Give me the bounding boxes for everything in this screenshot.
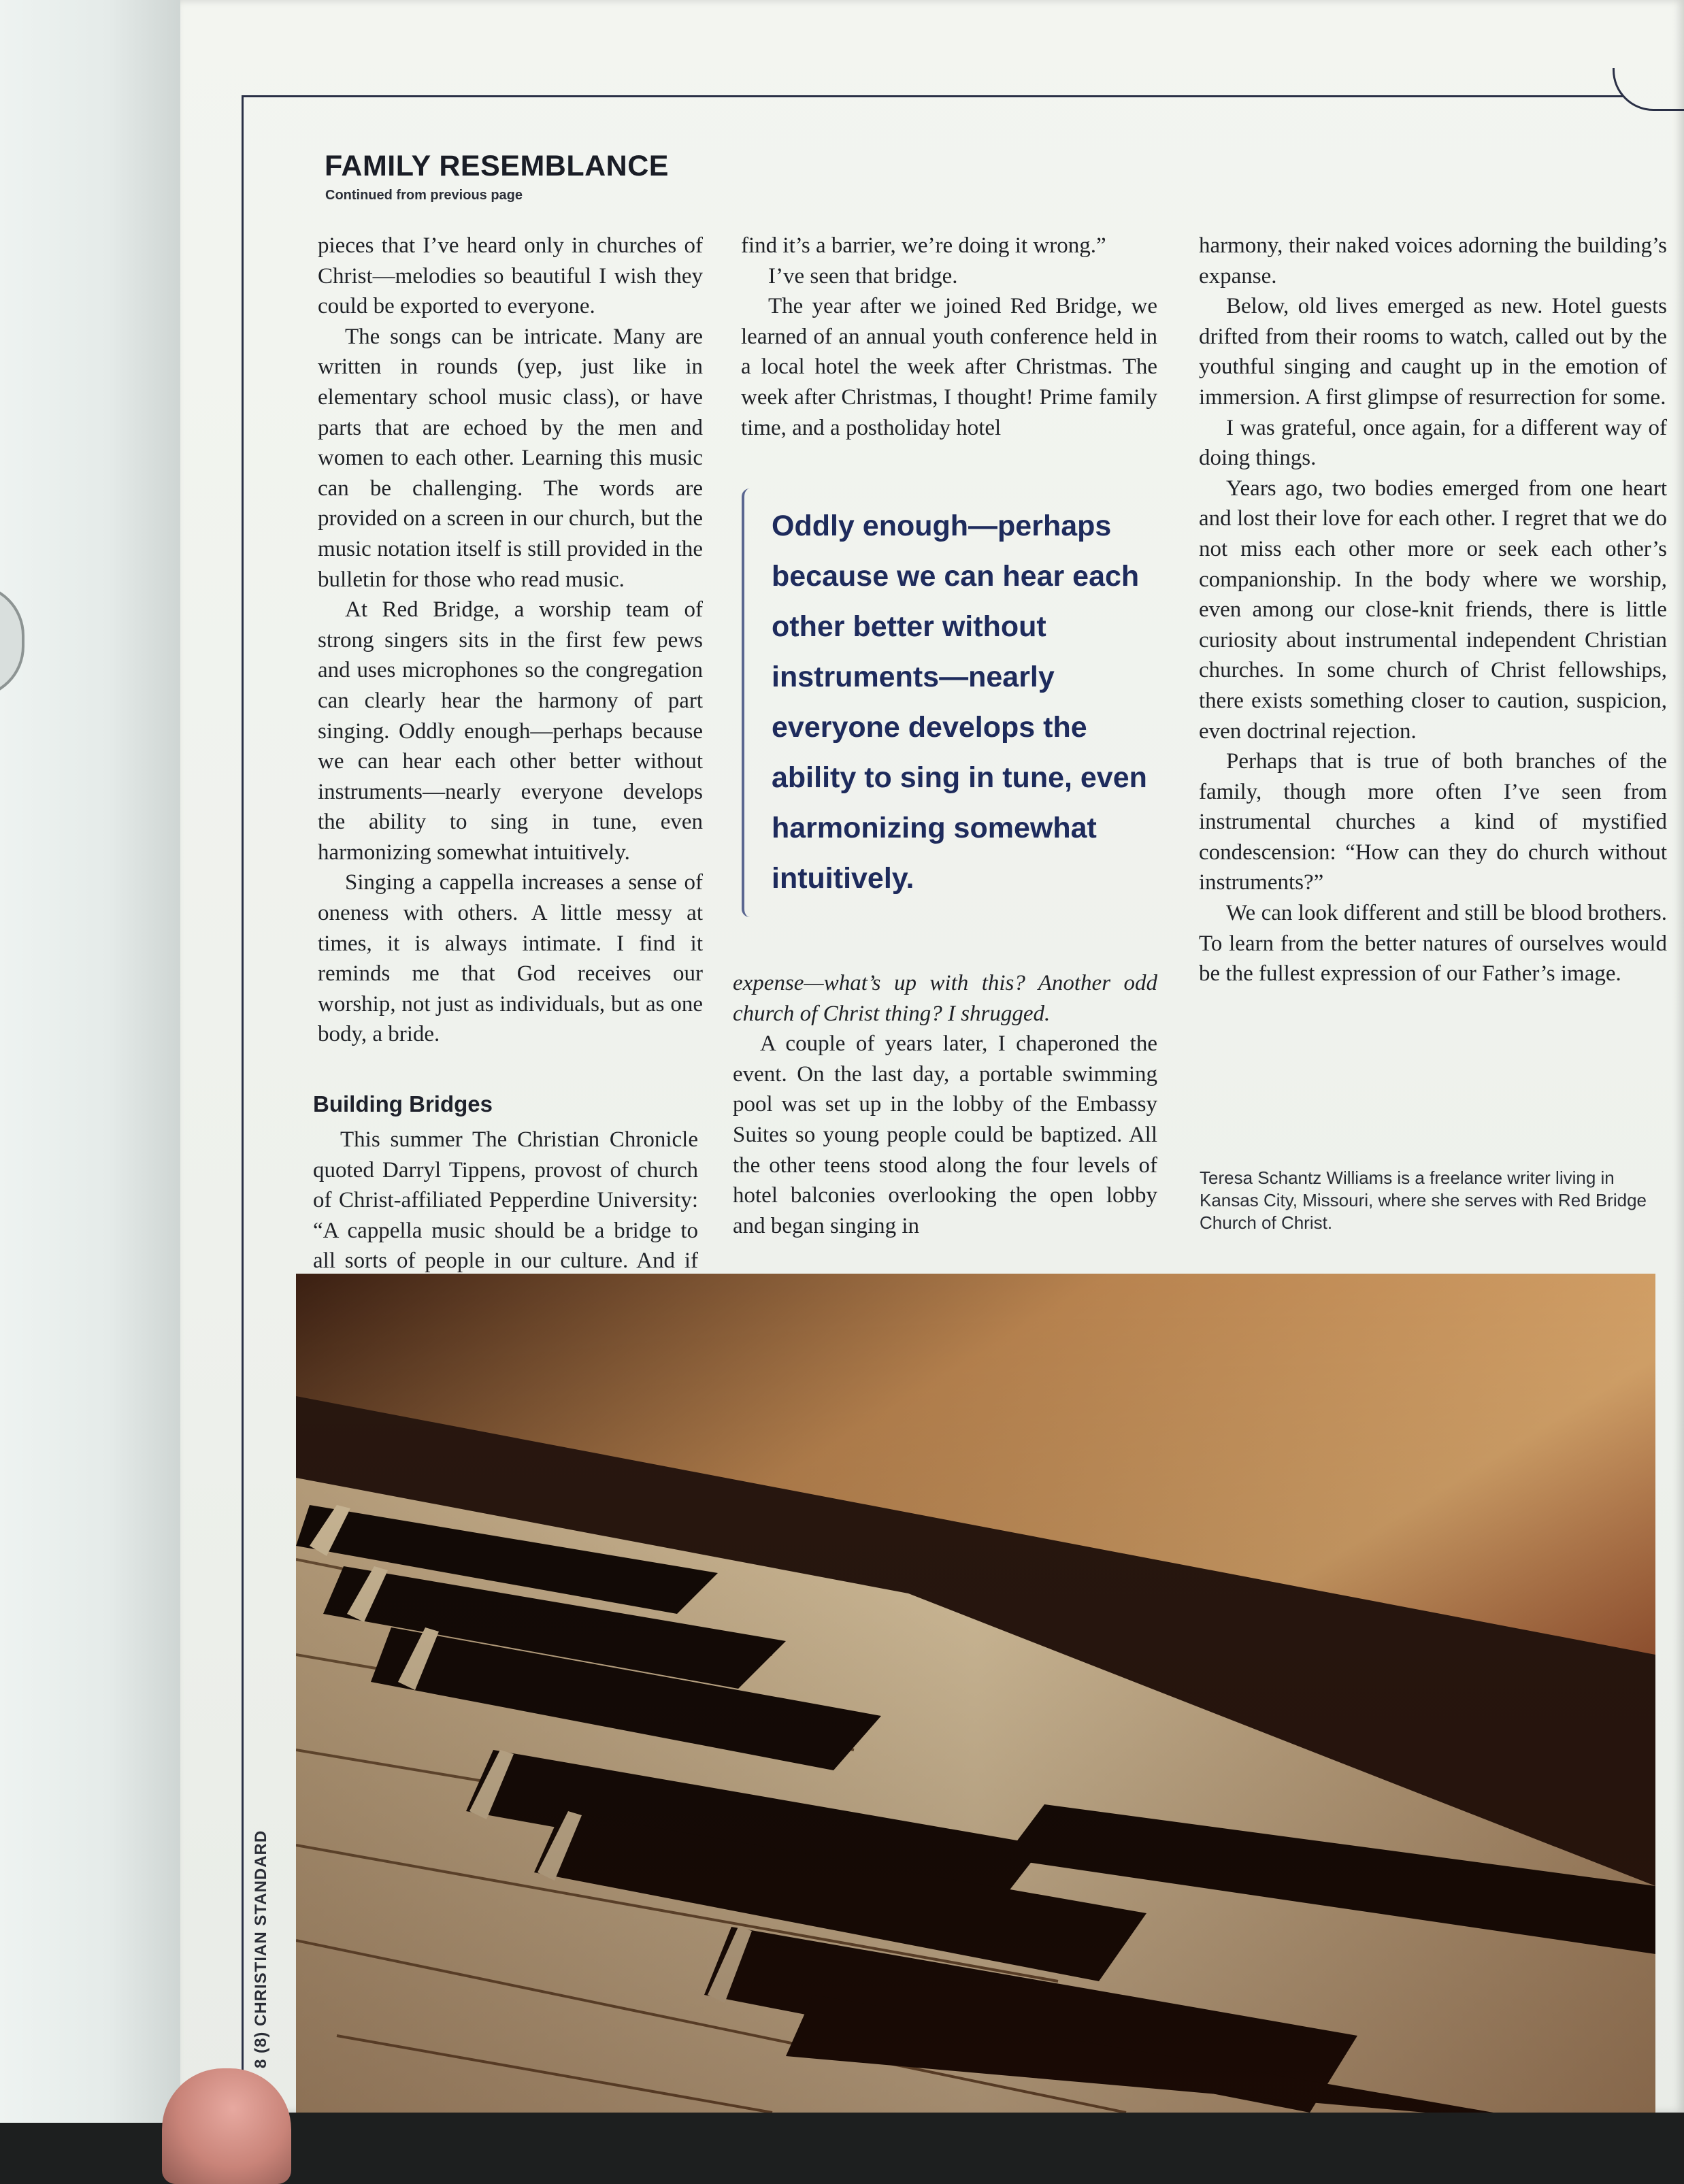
paragraph: pieces that I’ve heard only in churches of Christ—melodies so beautiful I wish they could be exported to everyone. — [318, 233, 703, 319]
piano-keys-photo — [296, 1274, 1655, 2113]
paragraph: We can look different and still be blood brothers. To learn from the better natures of ourselves would be the fullest expression of our Father’s image. — [1199, 901, 1667, 987]
column-3 — [1199, 231, 1667, 989]
paragraph: I’ve seen that bridge. — [768, 263, 958, 288]
paragraph: Years ago, two bodies emerged from one heart and lost their love for each other. I regret that we do not miss each other more or seek each other’s companionship. In the body where we worship, even among our close-knit friends, there is little curiosity about instrumental independent Christian churches. In some church of Christ fellowships, there exists something closer to caution, suspicion, even doctrinal rejection. — [1199, 476, 1667, 744]
paragraph: The year after we joined Red Bridge, we learned of an annual youth conference held in a local hotel the week after Christmas. The week after Christmas, I thought! Prime family time, and a postholiday hotel — [741, 294, 1157, 440]
pull-quote — [742, 489, 1150, 917]
paragraph: expense—what’s up with this? Another odd church of Christ thing? I shrugged. — [733, 971, 1157, 1026]
paragraph: I was grateful, once again, for a different way of doing things. — [1199, 415, 1667, 471]
paragraph: find it’s a barrier, we’re doing it wrong.” — [741, 233, 1106, 258]
frame-rule-top — [242, 95, 1623, 97]
thumb — [162, 2068, 291, 2184]
column-2-upper — [741, 231, 1157, 443]
column-1 — [318, 231, 703, 1050]
paragraph: Perhaps that is true of both branches of the family, though more often I’ve seen from instrumental churches a kind of mystified condescension: “How can they do church without instruments?” — [1199, 749, 1667, 895]
column-2-lower — [733, 968, 1157, 1241]
pull-quote-text: Oddly enough—perhaps because we can hear each other better without instruments—nearly everyone develops the ability to sing in tune, even harmonizing somewhat intuitively. — [772, 510, 1147, 895]
show-through-text — [1102, 122, 1592, 174]
frame-rule-left — [242, 95, 244, 2102]
author-bio: Teresa Schantz Williams is a freelance writer living in Kansas City, Missouri, where she serves with Red Bridge Church of Christ. — [1200, 1168, 1647, 1233]
subhead-building-bridges: Building Bridges — [313, 1091, 493, 1116]
paragraph: The songs can be intricate. Many are written in rounds (yep, just like in elementary school music class), or have parts that are echoed by the men and women to each other. Learning this music can be challenging. The words are provided on a screen in our church, but the music notation itself is still provided in the bulletin for those who read music. — [318, 324, 703, 592]
continued-note: Continued from previous page — [325, 188, 523, 203]
paragraph: harmony, their naked voices adorning the building’s expanse. — [1199, 233, 1667, 288]
paragraph: Singing a cappella increases a sense of oneness with others. A little messy at times, it is always intimate. I find it reminds me that God receives our worship, not just as individuals, but as one body, a bride. — [318, 870, 703, 1047]
page-folio: 8 (8) CHRISTIAN STANDARD — [252, 1830, 270, 2068]
paragraph: Below, old lives emerged as new. Hotel guests drifted from their rooms to watch, called out by the youthful singing and caught up in the emotion of immersion. A first glimpse of resurrection for some. — [1199, 294, 1667, 410]
paragraph: This summer The Christian Chronicle quoted Darryl Tippens, provost of church of Christ-affiliated Pepperdine University: “A cappella music should be a bridge to all sorts of people in our culture. And if — [313, 1127, 698, 1274]
paragraph: At Red Bridge, a worship team of strong singers sits in the first few pews and uses microphones so the congregation can clearly hear the harmony of part singing. Oddly enough—perhaps because we can hear each other better without instruments—nearly everyone develops the ability to sing in tune, even harmonizing somewhat intuitively. — [318, 597, 703, 865]
article-headline: FAMILY RESEMBLANCE — [325, 150, 669, 182]
adjacent-page-edge — [0, 0, 197, 2123]
paragraph: A couple of years later, I chaperoned the event. On the last day, a portable swimming pool was set up in the lobby of the Embassy Suites so young people could be baptized. All the other teens stood along the four levels of hotel balconies overlooking the open lobby and began singing in — [733, 1031, 1157, 1238]
